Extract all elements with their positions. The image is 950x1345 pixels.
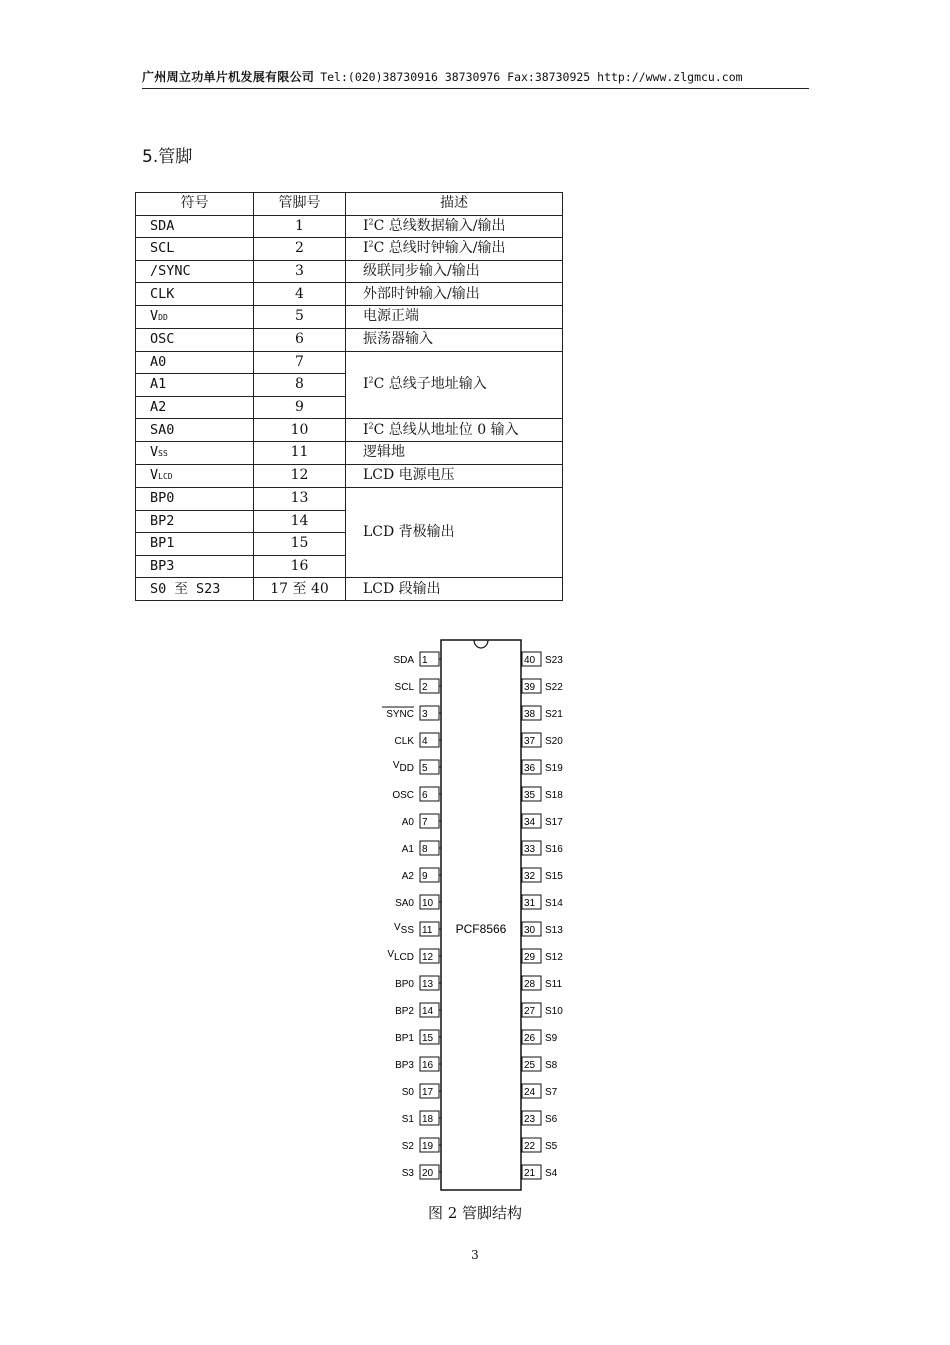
pin-name: S15 [545,871,563,882]
pin-name: S0 [401,1087,414,1098]
pin-name: CLK [394,736,414,747]
pin-name: S23 [545,655,563,666]
pin-name: BP1 [395,1033,414,1044]
column-header-description: 描述 [346,193,563,216]
table-row [136,260,563,283]
pin-description: 逻辑地 [346,441,563,464]
pin-number: 36 [524,763,536,774]
pin-number: 1 [422,655,428,666]
section-title: 5.管脚 [142,147,193,167]
pin-symbol: SCL [136,238,254,261]
pin-number: 11 [422,925,433,936]
pin-number: 32 [524,871,536,882]
column-header-symbol: 符号 [136,193,254,216]
pin-name: BP0 [395,979,414,990]
pin-number: 12 [254,464,346,487]
table-header-row [136,193,563,216]
pin-number: 18 [422,1114,434,1125]
pin-name: S20 [545,736,563,747]
pin-number: 2 [422,682,428,693]
pin-symbol: BP0 [136,487,254,510]
pin-description: 外部时钟输入/输出 [346,283,563,306]
column-header-pin: 管脚号 [254,193,346,216]
pin-name: BP3 [395,1060,414,1071]
pin-name: A1 [401,844,414,855]
pin-number: 6 [254,328,346,351]
pin-number: 3 [254,260,346,283]
pin-symbol: A2 [136,396,254,419]
pin-number: 7 [254,351,346,374]
pin-number: 29 [524,952,536,963]
table-row [136,487,563,510]
pin-name: S7 [545,1087,558,1098]
pin-number: 38 [524,709,536,720]
pin-number: 1 [254,215,346,238]
table-row [136,578,563,601]
pin-number: 20 [422,1168,434,1179]
pin-description: $I^2C$ 总线从地址位 0 输入 [346,419,563,442]
pin-name: S9 [545,1033,558,1044]
pin-symbol: /SYNC [136,260,254,283]
pin-number: 22 [524,1141,536,1152]
pin-number: 12 [422,952,434,963]
pin-name: S2 [401,1141,414,1152]
pin-number: 8 [422,844,428,855]
pin-number: 31 [524,898,536,909]
pin-number: 3 [422,709,428,720]
pin-number: 16 [254,555,346,578]
pin-description: LCD 电源电压 [346,464,563,487]
pin-number: 8 [254,374,346,397]
pin-name: S14 [545,898,563,909]
pin-name: S10 [545,1006,563,1017]
table-row [136,464,563,487]
page-number: 3 [471,1248,479,1262]
pin-name: BP2 [395,1006,414,1017]
pin-number: 24 [524,1087,536,1098]
pin-symbol: VSS [136,441,254,464]
pin-number: 25 [524,1060,536,1071]
pin-symbol: SA0 [136,419,254,442]
pin-number: 27 [524,1006,536,1017]
pin-name: S19 [545,763,563,774]
pin-number: 21 [524,1168,536,1179]
pin-name: S11 [545,979,563,990]
pin-symbol: A0 [136,351,254,374]
chip-body [441,640,521,1190]
pin-description: 级联同步输入/输出 [346,260,563,283]
table-row [136,305,563,328]
pin-number: 28 [524,979,536,990]
pin-number: 7 [422,817,428,828]
pin-number: 9 [254,396,346,419]
pin-number: 23 [524,1114,536,1125]
pin-name: S16 [545,844,563,855]
pin-number: 6 [422,790,428,801]
pin-name: S13 [545,925,563,936]
pin-number: 17 至 40 [254,578,346,601]
pin-number: 14 [422,1006,434,1017]
company-name: 广州周立功单片机发展有限公司 [142,70,315,84]
pin-symbol: OSC [136,328,254,351]
pin-name: VDD [392,760,414,774]
pin-symbol: S0 至 S23 [136,578,254,601]
pin-description: $I^2C$ 总线时钟输入/输出 [346,238,563,261]
pin-name: S1 [401,1114,414,1125]
chip-notch [474,640,488,648]
pin-name: S4 [545,1168,558,1179]
pin-number: 15 [422,1033,434,1044]
pin-description: $I^2C$ 总线子地址输入 [346,351,563,419]
pin-number: 4 [254,283,346,306]
pin-name: VSS [393,922,414,936]
pin-number: 33 [524,844,536,855]
pin-table-body [136,215,563,600]
pin-number: 39 [524,682,536,693]
pin-description: $I^2C$ 总线数据输入/输出 [346,215,563,238]
pin-name: S18 [545,790,563,801]
pin-number: 14 [254,510,346,533]
pin-diagram-svg [360,630,600,1200]
pin-number: 15 [254,533,346,556]
pin-name: OSC [392,790,414,801]
pin-symbol: CLK [136,283,254,306]
pin-number: 2 [254,238,346,261]
pin-symbol: VLCD [136,464,254,487]
pin-symbol: SDA [136,215,254,238]
pin-symbol: BP1 [136,533,254,556]
pin-description: LCD 背极输出 [346,487,563,577]
pin-name: S22 [545,682,563,693]
pin-number: 10 [254,419,346,442]
pin-number: 13 [254,487,346,510]
pin-name: A2 [401,871,414,882]
page-header [142,68,809,89]
pin-name: S12 [545,952,563,963]
table-row [136,283,563,306]
pin-name: SDA [393,655,414,666]
contact-info: Tel:(020)38730916 38730976 Fax:38730925 http://www.zlgmcu.com [320,70,743,84]
pin-name: S8 [545,1060,558,1071]
pin-symbol: BP2 [136,510,254,533]
pin-name: A0 [401,817,414,828]
pin-number: 9 [422,871,428,882]
table-row [136,441,563,464]
pin-symbol: BP3 [136,555,254,578]
pin-name: SYNC [386,709,414,720]
pin-name: SCL [394,682,414,693]
figure-caption: 图 2 管脚结构 [427,1204,523,1222]
pin-name: S3 [401,1168,414,1179]
pin-number: 16 [422,1060,434,1071]
table-row [136,238,563,261]
pin-description: 振荡器输入 [346,328,563,351]
pin-diagram [360,630,600,1200]
pin-description: LCD 段输出 [346,578,563,601]
pin-description: 电源正端 [346,305,563,328]
pin-number: 5 [422,763,428,774]
pin-number: 30 [524,925,536,936]
pin-number: 11 [254,441,346,464]
pin-name: S17 [545,817,563,828]
pin-number: 34 [524,817,536,828]
pin-name: VLCD [387,949,414,963]
pin-name: SA0 [395,898,414,909]
pin-number: 35 [524,790,536,801]
pin-name: S6 [545,1114,558,1125]
pin-table [135,192,563,601]
pin-number: 5 [254,305,346,328]
pin-number: 17 [422,1087,434,1098]
pin-number: 13 [422,979,434,990]
table-row [136,419,563,442]
chip-name: PCF8566 [455,922,507,936]
table-row [136,215,563,238]
table-row [136,328,563,351]
pin-number: 26 [524,1033,536,1044]
pin-number: 37 [524,736,536,747]
pin-name: S21 [545,709,563,720]
pin-number: 19 [422,1141,434,1152]
pin-number: 4 [422,736,428,747]
pin-symbol: A1 [136,374,254,397]
pin-symbol: VDD [136,305,254,328]
pin-number: 10 [422,898,434,909]
pin-name: S5 [545,1141,558,1152]
table-row [136,351,563,374]
pin-number: 40 [524,655,536,666]
